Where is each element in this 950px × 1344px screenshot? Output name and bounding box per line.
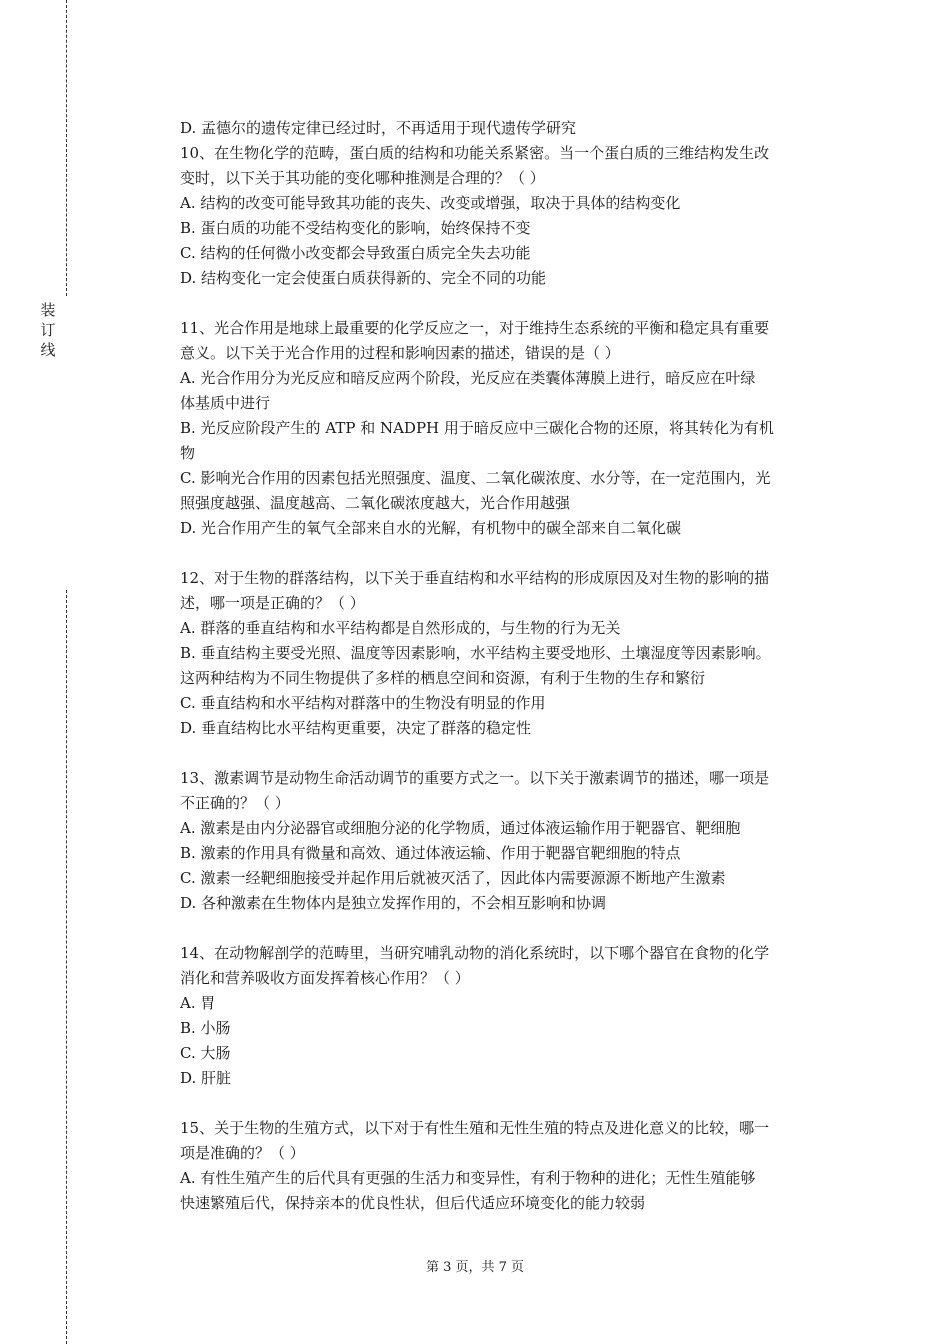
option-line: D. 肝脏	[180, 1069, 232, 1087]
question-block	[180, 316, 840, 541]
question-stem-line: 消化和营养吸收方面发挥着核心作用？（ ）	[180, 969, 470, 987]
option-line: D. 各种激素在生物体内是独立发挥作用的，不会相互影响和协调	[180, 894, 607, 912]
question-block	[180, 566, 840, 741]
binding-dashed-line-top	[66, 0, 67, 296]
binding-label	[38, 300, 58, 360]
option-line: 快速繁殖后代，保持亲本的优良性状，但后代适应环境变化的能力较弱	[180, 1194, 646, 1212]
option-line: A. 群落的垂直结构和水平结构都是自然形成的，与生物的行为无关	[180, 619, 621, 637]
option-line: C. 结构的任何微小改变都会导致蛋白质完全失去功能	[180, 244, 531, 262]
option-line: D. 结构变化一定会使蛋白质获得新的、完全不同的功能	[180, 269, 547, 287]
option-line: 这两种结构为不同生物提供了多样的栖息空间和资源，有利于生物的生存和繁衍	[180, 669, 706, 687]
option-line: 物	[180, 444, 196, 462]
question-stem-line: 10、在生物化学的范畴，蛋白质的结构和功能关系紧密。当一个蛋白质的三维结构发生改	[180, 144, 770, 162]
option-line: A. 有性生殖产生的后代具有更强的生活力和变异性，有利于物种的进化；无性生殖能够	[180, 1169, 756, 1187]
binding-dashed-line-bottom	[66, 590, 67, 1344]
question-stem-line: 14、在动物解剖学的范畴里，当研究哺乳动物的消化系统时，以下哪个器官在食物的化学	[180, 944, 770, 962]
question-block	[180, 1116, 840, 1216]
option-line: B. 光反应阶段产生的 ATP 和 NADPH 用于暗反应中三碳化合物的还原，将其转化为有机	[180, 419, 774, 437]
question-block	[180, 766, 840, 916]
question-stem-line: 变时，以下关于其功能的变化哪种推测是合理的？（ ）	[180, 169, 545, 187]
option-line: B. 小肠	[180, 1019, 231, 1037]
binding-label-char: 订	[40, 321, 56, 339]
binding-label-char: 线	[40, 341, 56, 359]
question-stem-line: 11、光合作用是地球上最重要的化学反应之一，对于维持生态系统的平衡和稳定具有重要	[180, 319, 770, 337]
option-line: 体基质中进行	[180, 394, 271, 412]
question-stem-line: 13、激素调节是动物生命活动调节的重要方式之一。以下关于激素调节的描述，哪一项是	[180, 769, 770, 787]
option-line: C. 影响光合作用的因素包括光照强度、温度、二氧化碳浓度、水分等，在一定范围内，光	[180, 469, 771, 487]
option-line: C. 大肠	[180, 1044, 231, 1062]
exam-content	[180, 116, 840, 1216]
question-block	[180, 141, 840, 291]
question-block	[180, 941, 840, 1091]
question-list	[180, 141, 840, 1216]
option-line: B. 激素的作用具有微量和高效、通过体液运输、作用于靶器官靶细胞的特点	[180, 844, 681, 862]
option-line: A. 结构的改变可能导致其功能的丧失、改变或增强，取决于具体的结构变化	[180, 194, 681, 212]
binding-label-char: 装	[40, 301, 56, 319]
option-line: C. 激素一经靶细胞接受并起作用后就被灭活了，因此体内需要源源不断地产生激素	[180, 869, 726, 887]
option-line: A. 光合作用分为光反应和暗反应两个阶段，光反应在类囊体薄膜上进行，暗反应在叶绿	[180, 369, 756, 387]
option-line: D. 孟德尔的遗传定律已经过时，不再适用于现代遗传学研究	[180, 119, 577, 137]
option-line: A. 胃	[180, 994, 216, 1012]
question-stem-line: 述，哪一项是正确的？（ ）	[180, 594, 365, 612]
question-stem-line: 15、关于生物的生殖方式，以下对于有性生殖和无性生殖的特点及进化意义的比较，哪一	[180, 1119, 770, 1137]
option-line: D. 垂直结构比水平结构更重要，决定了群落的稳定性	[180, 719, 532, 737]
option-line: 照强度越强、温度越高、二氧化碳浓度越大，光合作用越强	[180, 494, 571, 512]
option-line: D. 光合作用产生的氧气全部来自水的光解，有机物中的碳全部来自二氧化碳	[180, 519, 682, 537]
option-line: C. 垂直结构和水平结构对群落中的生物没有明显的作用	[180, 694, 546, 712]
option-line: A. 激素是由内分泌器官或细胞分泌的化学物质，通过体液运输作用于靶器官、靶细胞	[180, 819, 741, 837]
question-9-tail	[180, 116, 840, 141]
option-line: B. 蛋白质的功能不受结构变化的影响，始终保持不变	[180, 219, 531, 237]
page-number: 第 3 页，共 7 页	[425, 1260, 525, 1275]
question-stem-line: 项是准确的？（ ）	[180, 1144, 305, 1162]
question-stem-line: 意义。以下关于光合作用的过程和影响因素的描述，错误的是（ ）	[180, 344, 620, 362]
option-line: B. 垂直结构主要受光照、温度等因素影响，水平结构主要受地形、土壤湿度等因素影响。	[180, 644, 771, 662]
question-stem-line: 不正确的？（ ）	[180, 794, 290, 812]
question-stem-line: 12、对于生物的群落结构，以下关于垂直结构和水平结构的形成原因及对生物的影响的描	[180, 569, 770, 587]
